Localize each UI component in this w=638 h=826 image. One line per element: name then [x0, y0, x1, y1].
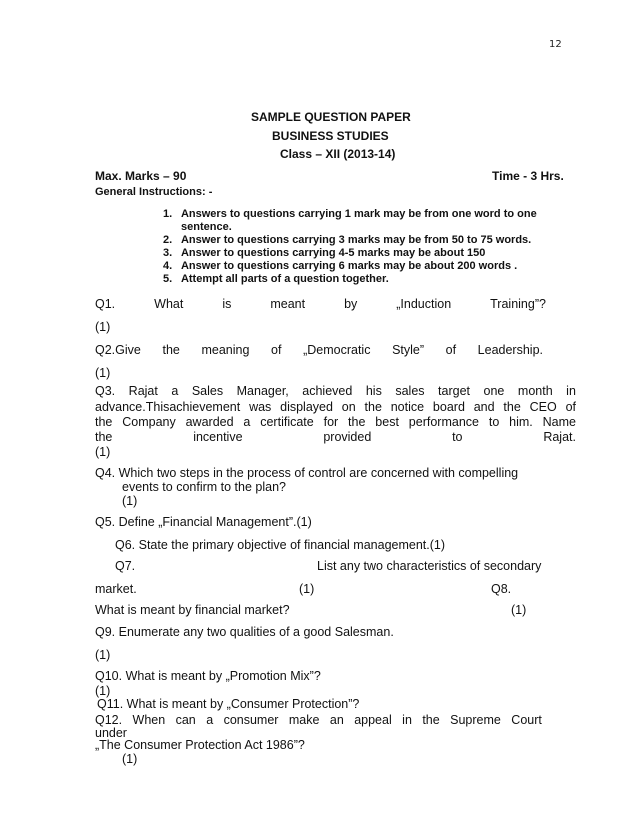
instruction-text: Answer to questions carrying 3 marks may be from 50 to 75 words.	[180, 234, 532, 246]
word: „Democratic	[303, 343, 371, 357]
question-6: Q6. State the primary objective of financial management.(1)	[115, 538, 446, 552]
word: certificate	[260, 415, 314, 429]
word: achieved	[302, 384, 353, 398]
word: best	[375, 415, 399, 429]
word: the	[364, 400, 382, 414]
question-3-line-2	[95, 400, 576, 414]
word: Sales	[191, 384, 224, 398]
max-marks: Max. Marks – 90	[95, 169, 187, 183]
word: the	[348, 415, 366, 429]
paper-title: SAMPLE QUESTION PAPER	[251, 110, 411, 124]
word: performance	[408, 415, 479, 429]
word: displayed	[280, 400, 333, 414]
question-2-marks: (1)	[95, 366, 111, 380]
word: of	[445, 343, 457, 357]
word: to	[488, 415, 500, 429]
word: consumer	[223, 713, 279, 727]
word: meaning	[201, 343, 250, 357]
instruction-text: Attempt all parts of a question together.	[180, 273, 389, 285]
question-1	[95, 297, 546, 311]
word: of	[565, 400, 576, 414]
question-12-line-1	[95, 713, 542, 727]
word: the	[95, 415, 113, 429]
question-12-marks: (1)	[122, 752, 138, 766]
instruction-item	[163, 260, 517, 272]
word: a	[243, 415, 251, 429]
question-4-line-1: Q4. Which two steps in the process of control are concerned with compelling	[95, 466, 519, 480]
instruction-number: 5.	[163, 273, 173, 285]
question-9: Q9. Enumerate any two qualities of a good Salesman.	[95, 625, 394, 639]
instruction-item	[163, 273, 389, 285]
word: for	[323, 415, 339, 429]
question-5: Q5. Define „Financial Management”.(1)	[95, 515, 312, 529]
word: Court	[511, 713, 542, 727]
instruction-number: 2.	[163, 234, 173, 246]
word: Q12.	[95, 713, 123, 727]
word: Supreme	[450, 713, 501, 727]
word: awarded	[185, 415, 234, 429]
question-3-line-4	[95, 430, 576, 444]
instruction-item	[163, 208, 537, 220]
word: Rajat	[128, 384, 158, 398]
word: Q1.	[95, 297, 116, 311]
question-9-marks: (1)	[95, 648, 111, 662]
word: incentive	[193, 430, 243, 444]
word: Leadership.	[477, 343, 543, 357]
question-12-line-2: under	[95, 726, 127, 740]
question-7-continuation: market.	[95, 582, 137, 596]
page-number: 12	[549, 39, 562, 50]
subject-title: BUSINESS STUDIES	[272, 129, 389, 143]
word: the	[422, 713, 440, 727]
word: notice	[390, 400, 425, 414]
word: Q3.	[95, 384, 116, 398]
question-4-line-2: events to confirm to the plan?	[122, 480, 286, 494]
word: in	[402, 713, 412, 727]
word: CEO	[529, 400, 557, 414]
question-2	[95, 343, 543, 357]
word: „Induction	[396, 297, 452, 311]
instruction-text: Answer to questions carrying 6 marks may be about 200 words .	[180, 260, 518, 272]
word: to	[452, 430, 463, 444]
instruction-number: 1.	[163, 208, 173, 220]
word: one	[483, 384, 505, 398]
word: Rajat.	[543, 430, 576, 444]
word: What	[154, 297, 184, 311]
question-11: Q11. What is meant by „Consumer Protection”?	[97, 697, 360, 711]
word: provided	[323, 430, 372, 444]
instruction-item	[163, 247, 485, 259]
instruction-item	[163, 234, 531, 246]
word: meant	[270, 297, 306, 311]
word: month	[517, 384, 553, 398]
instruction-text: Answers to questions carrying 1 mark may be from one word to one	[180, 208, 537, 220]
instruction-number: 4.	[163, 260, 173, 272]
word: the	[162, 343, 180, 357]
question-3-line-1	[95, 384, 576, 398]
word: advance.Thisachievement	[95, 400, 241, 414]
question-8-label: Q8.	[491, 582, 512, 596]
word: was	[249, 400, 272, 414]
word: board	[432, 400, 465, 414]
word: a	[171, 384, 179, 398]
word: of	[271, 343, 282, 357]
word: Training”?	[490, 297, 546, 311]
question-7-text: List any two characteristics of secondary	[317, 559, 542, 573]
word: is	[222, 297, 232, 311]
word: can	[175, 713, 196, 727]
word: target	[438, 384, 471, 398]
question-3-marks: (1)	[95, 445, 111, 459]
word: Name	[542, 415, 576, 429]
question-10: Q10. What is meant by „Promotion Mix”?	[95, 669, 321, 683]
instruction-text: Answer to questions carrying 4-5 marks may be about 150	[180, 247, 486, 259]
word: and	[473, 400, 495, 414]
instruction-number: 3.	[163, 247, 173, 259]
word: Manager,	[236, 384, 289, 398]
word: Q2.Give	[95, 343, 141, 357]
word: a	[206, 713, 214, 727]
word: by	[344, 297, 358, 311]
word: Company	[122, 415, 176, 429]
question-1-marks: (1)	[95, 320, 111, 334]
instruction-continuation: sentence.	[181, 221, 232, 233]
word: in	[566, 384, 576, 398]
question-4-marks: (1)	[122, 494, 138, 508]
word: the	[503, 400, 521, 414]
question-7-marks: (1)	[299, 582, 315, 596]
word: his	[365, 384, 382, 398]
question-7-label: Q7.	[115, 559, 136, 573]
class-title: Class – XII (2013-14)	[280, 147, 396, 161]
word: the	[95, 430, 113, 444]
time-allowed: Time - 3 Hrs.	[492, 169, 564, 183]
question-10-marks: (1)	[95, 684, 111, 698]
general-instructions-heading: General Instructions: -	[95, 186, 213, 198]
question-12-line-3: „The Consumer Protection Act 1986”?	[95, 738, 305, 752]
question-8-marks: (1)	[511, 603, 527, 617]
question-3-line-3	[95, 415, 576, 429]
word: on	[341, 400, 356, 414]
word: appeal	[354, 713, 392, 727]
word: sales	[395, 384, 425, 398]
word: When	[132, 713, 166, 727]
word: make	[288, 713, 320, 727]
question-8: What is meant by financial market?	[95, 603, 290, 617]
word: Style”	[392, 343, 425, 357]
word: him.	[509, 415, 533, 429]
word: an	[329, 713, 344, 727]
